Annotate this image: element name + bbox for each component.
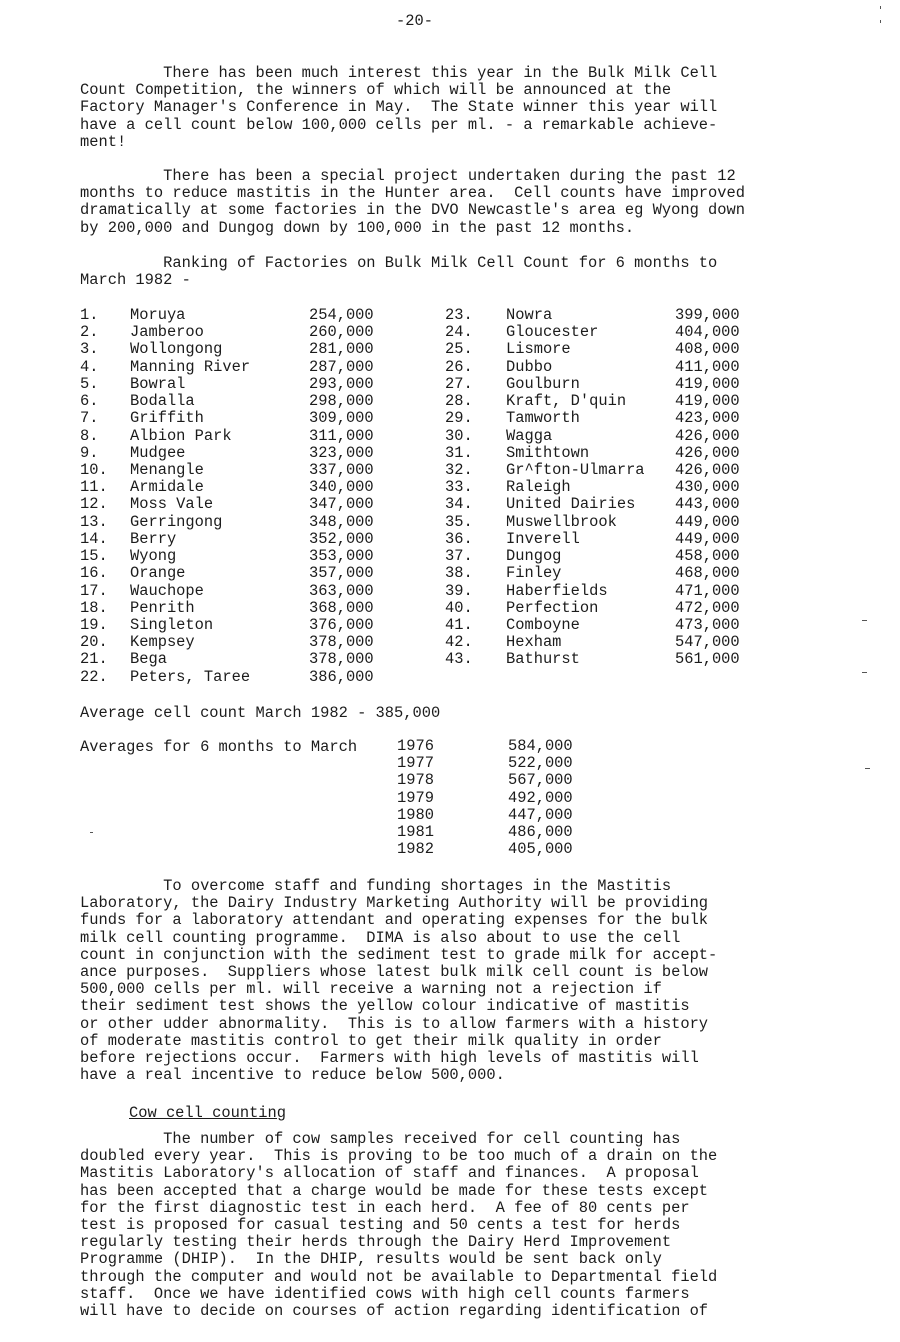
yearly-average-row bbox=[397, 841, 597, 858]
factory-name: Griffith bbox=[130, 409, 204, 428]
ranking-number: 38. bbox=[445, 564, 473, 583]
factory-name: Berry bbox=[130, 529, 177, 548]
ranking-number: 7. bbox=[80, 409, 99, 428]
ranking-number: 19. bbox=[80, 615, 108, 634]
yearly-averages-list bbox=[397, 738, 597, 858]
cell-count: 293,000 bbox=[309, 374, 374, 393]
ranking-row bbox=[445, 376, 775, 393]
yearly-average-row bbox=[397, 824, 597, 841]
factory-name: Smithtown bbox=[506, 443, 590, 462]
factory-name: Peters, Taree bbox=[130, 667, 251, 686]
cell-count: 547,000 bbox=[675, 633, 740, 652]
ranking-number: 36. bbox=[445, 529, 473, 548]
factory-name: Inverell bbox=[506, 529, 580, 548]
yearly-averages-label: Averages for 6 months to March bbox=[80, 738, 358, 756]
ranking-row bbox=[80, 600, 390, 617]
paragraph-competition: There has been much interest this year in the Bulk Milk Cell Count Competition, the winners of which will be announced at the Factory Manager's Conference in May. The State winner this year will have a cell count below 100,000 cells per ml. - a remarkable achieve- ment! bbox=[80, 64, 718, 151]
cell-count: 376,000 bbox=[309, 615, 374, 634]
factory-name: Bathurst bbox=[506, 650, 580, 669]
ranking-number: 6. bbox=[80, 392, 99, 411]
yearly-average-row bbox=[397, 807, 597, 824]
ranking-number: 43. bbox=[445, 650, 473, 669]
ranking-number: 3. bbox=[80, 340, 99, 359]
ranking-row bbox=[80, 617, 390, 634]
ranking-row bbox=[445, 462, 775, 479]
factory-name: Singleton bbox=[130, 615, 214, 634]
ranking-number: 14. bbox=[80, 529, 108, 548]
ranking-number: 13. bbox=[80, 512, 108, 531]
cell-count: 260,000 bbox=[309, 323, 374, 342]
ranking-row bbox=[445, 531, 775, 548]
ranking-number: 30. bbox=[445, 426, 473, 445]
factory-name: Jamberoo bbox=[130, 323, 204, 342]
ranking-row bbox=[80, 324, 390, 341]
cell-count: 411,000 bbox=[675, 357, 740, 376]
factory-name: Kraft, D'quin bbox=[506, 392, 627, 411]
year: 1979 bbox=[397, 788, 434, 807]
ranking-row bbox=[445, 514, 775, 531]
cell-count: 323,000 bbox=[309, 443, 374, 462]
ranking-number: 27. bbox=[445, 374, 473, 393]
cell-count: 473,000 bbox=[675, 615, 740, 634]
factory-name: Raleigh bbox=[506, 478, 571, 497]
page-number: -20- bbox=[396, 12, 433, 30]
factory-name: Gerringong bbox=[130, 512, 223, 531]
ranking-number: 32. bbox=[445, 460, 473, 479]
cell-count: 348,000 bbox=[309, 512, 374, 531]
cell-count: 347,000 bbox=[309, 495, 374, 514]
section-heading: Cow cell counting bbox=[129, 1104, 287, 1122]
cell-count: 471,000 bbox=[675, 581, 740, 600]
scan-speck bbox=[90, 832, 93, 833]
factory-name: Moss Vale bbox=[130, 495, 214, 514]
cell-count: 404,000 bbox=[675, 323, 740, 342]
factory-name: Manning River bbox=[130, 357, 251, 376]
ranking-number: 41. bbox=[445, 615, 473, 634]
ranking-row bbox=[445, 341, 775, 358]
average-count: 447,000 bbox=[508, 805, 573, 824]
ranking-row bbox=[80, 583, 390, 600]
year: 1977 bbox=[397, 754, 434, 773]
average-count: 405,000 bbox=[508, 840, 573, 859]
year: 1981 bbox=[397, 822, 434, 841]
cell-count: 423,000 bbox=[675, 409, 740, 428]
average-count: 584,000 bbox=[508, 737, 573, 755]
factory-name: Mudgee bbox=[130, 443, 186, 462]
ranking-number: 24. bbox=[445, 323, 473, 342]
average-count: 567,000 bbox=[508, 771, 573, 790]
ranking-row bbox=[80, 634, 390, 651]
cell-count: 357,000 bbox=[309, 564, 374, 583]
average-count: 492,000 bbox=[508, 788, 573, 807]
ranking-number: 2. bbox=[80, 323, 99, 342]
cell-count: 561,000 bbox=[675, 650, 740, 669]
cell-count: 337,000 bbox=[309, 460, 374, 479]
paragraph-staff-funding: To overcome staff and funding shortages in the Mastitis Laboratory, the Dairy Industry Marketing Authority will be providing funds for a laboratory attendant and operating expenses for the bulk milk cell counting programme. DIMA is also about to use the cell count in conjunction with the sediment test to grade milk for accept- ance purposes. Suppliers whose latest bulk milk cell count is below 500,000 cells per ml. will receive a warning not a rejection if their sediment test shows the yellow colour indicative of mastitis or other udder abnormality. This is to allow farmers with a history of moderate mastitis control to get their milk quality in order before rejections occur. Farmers with high levels of mastitis will have a real incentive to reduce below 500,000. bbox=[80, 877, 718, 1085]
ranking-row bbox=[80, 428, 390, 445]
ranking-row bbox=[80, 307, 390, 324]
ranking-number: 39. bbox=[445, 581, 473, 600]
ranking-row bbox=[80, 479, 390, 496]
cell-count: 281,000 bbox=[309, 340, 374, 359]
ranking-list-left bbox=[80, 307, 390, 686]
ranking-number: 33. bbox=[445, 478, 473, 497]
cell-count: 430,000 bbox=[675, 478, 740, 497]
factory-name: Bowral bbox=[130, 374, 186, 393]
ranking-number: 29. bbox=[445, 409, 473, 428]
ranking-number: 17. bbox=[80, 581, 108, 600]
cell-count: 449,000 bbox=[675, 512, 740, 531]
ranking-row bbox=[445, 496, 775, 513]
cell-count: 449,000 bbox=[675, 529, 740, 548]
year: 1980 bbox=[397, 805, 434, 824]
ranking-row bbox=[445, 479, 775, 496]
ranking-row bbox=[80, 651, 390, 668]
ranking-number: 22. bbox=[80, 667, 108, 686]
yearly-average-row bbox=[397, 738, 597, 755]
ranking-number: 8. bbox=[80, 426, 99, 445]
ranking-row bbox=[445, 548, 775, 565]
cell-count: 309,000 bbox=[309, 409, 374, 428]
scan-speck bbox=[880, 6, 881, 9]
ranking-number: 9. bbox=[80, 443, 99, 462]
cell-count: 353,000 bbox=[309, 547, 374, 566]
ranking-number: 16. bbox=[80, 564, 108, 583]
year: 1978 bbox=[397, 771, 434, 790]
cell-count: 426,000 bbox=[675, 426, 740, 445]
ranking-row bbox=[80, 445, 390, 462]
year: 1976 bbox=[397, 737, 434, 755]
factory-name: Lismore bbox=[506, 340, 571, 359]
scan-speck bbox=[862, 672, 867, 673]
paragraph-cow-cell-counting: The number of cow samples received for cell counting has doubled every year. This is proving to be too much of a drain on the Mastitis Laboratory's allocation of staff and finances. A proposal has been accepted that a charge would be made for these tests except for the first diagnostic test in each herd. A fee of 80 cents per test is proposed for casual testing and 50 cents a test for herds regularly testing their herds through the Dairy Herd Improvement Programme (DHIP). In the DHIP, results would be sent back only through the computer and would not be available to Departmental field staff. Once we have identified cows with high cell counts farmers will have to decide on courses of action regarding identification of bbox=[80, 1130, 718, 1321]
ranking-row bbox=[445, 445, 775, 462]
average-count: 522,000 bbox=[508, 754, 573, 773]
ranking-number: 23. bbox=[445, 306, 473, 324]
factory-name: Goulburn bbox=[506, 374, 580, 393]
ranking-row bbox=[445, 634, 775, 651]
ranking-row bbox=[80, 548, 390, 565]
yearly-average-row bbox=[397, 790, 597, 807]
factory-name: Armidale bbox=[130, 478, 204, 497]
factory-name: Haberfields bbox=[506, 581, 608, 600]
ranking-row bbox=[445, 359, 775, 376]
factory-name: Moruya bbox=[130, 306, 186, 324]
factory-name: Bega bbox=[130, 650, 167, 669]
cell-count: 378,000 bbox=[309, 633, 374, 652]
ranking-row bbox=[445, 651, 775, 668]
cell-count: 419,000 bbox=[675, 392, 740, 411]
ranking-row bbox=[445, 617, 775, 634]
ranking-row bbox=[445, 583, 775, 600]
year: 1982 bbox=[397, 840, 434, 859]
ranking-number: 1. bbox=[80, 306, 99, 324]
ranking-number: 35. bbox=[445, 512, 473, 531]
factory-name: Comboyne bbox=[506, 615, 580, 634]
factory-name: Perfection bbox=[506, 598, 599, 617]
cell-count: 254,000 bbox=[309, 306, 374, 324]
factory-name: Menangle bbox=[130, 460, 204, 479]
cell-count: 287,000 bbox=[309, 357, 374, 376]
factory-name: Bodalla bbox=[130, 392, 195, 411]
scan-speck bbox=[880, 20, 881, 23]
cell-count: 468,000 bbox=[675, 564, 740, 583]
ranking-number: 10. bbox=[80, 460, 108, 479]
cell-count: 399,000 bbox=[675, 306, 740, 324]
ranking-row bbox=[80, 341, 390, 358]
scan-speck bbox=[862, 620, 867, 621]
ranking-number: 42. bbox=[445, 633, 473, 652]
cell-count: 443,000 bbox=[675, 495, 740, 514]
ranking-number: 34. bbox=[445, 495, 473, 514]
ranking-number: 5. bbox=[80, 374, 99, 393]
factory-name: Penrith bbox=[130, 598, 195, 617]
ranking-row bbox=[80, 376, 390, 393]
paragraph-ranking-intro: Ranking of Factories on Bulk Milk Cell Count for 6 months to March 1982 - bbox=[80, 254, 718, 290]
ranking-number: 4. bbox=[80, 357, 99, 376]
cell-count: 368,000 bbox=[309, 598, 374, 617]
ranking-number: 37. bbox=[445, 547, 473, 566]
ranking-row bbox=[80, 359, 390, 376]
factory-name: Muswellbrook bbox=[506, 512, 617, 531]
cell-count: 419,000 bbox=[675, 374, 740, 393]
cell-count: 363,000 bbox=[309, 581, 374, 600]
ranking-number: 31. bbox=[445, 443, 473, 462]
ranking-number: 11. bbox=[80, 478, 108, 497]
paragraph-hunter-project: There has been a special project undertaken during the past 12 months to reduce mastitis in the Hunter area. Cell counts have improved dramatically at some factories in the DVO Newcastle's area eg Wyong down by 200,000 and Dungog down by 100,000 in the past 12 months. bbox=[80, 167, 745, 237]
scan-speck bbox=[865, 768, 870, 769]
cell-count: 458,000 bbox=[675, 547, 740, 566]
yearly-average-row bbox=[397, 772, 597, 789]
ranking-row bbox=[80, 514, 390, 531]
yearly-average-row bbox=[397, 755, 597, 772]
ranking-row bbox=[445, 428, 775, 445]
cell-count: 426,000 bbox=[675, 443, 740, 462]
ranking-number: 12. bbox=[80, 495, 108, 514]
factory-name: Dubbo bbox=[506, 357, 553, 376]
average-cell-count: Average cell count March 1982 - 385,000 bbox=[80, 704, 441, 722]
ranking-number: 21. bbox=[80, 650, 108, 669]
ranking-number: 15. bbox=[80, 547, 108, 566]
cell-count: 298,000 bbox=[309, 392, 374, 411]
ranking-row bbox=[445, 600, 775, 617]
ranking-number: 25. bbox=[445, 340, 473, 359]
ranking-row bbox=[80, 669, 390, 686]
cell-count: 352,000 bbox=[309, 529, 374, 548]
ranking-row bbox=[80, 531, 390, 548]
factory-name: Albion Park bbox=[130, 426, 232, 445]
ranking-row bbox=[80, 462, 390, 479]
cell-count: 311,000 bbox=[309, 426, 374, 445]
ranking-row bbox=[445, 307, 775, 324]
ranking-number: 28. bbox=[445, 392, 473, 411]
factory-name: Wyong bbox=[130, 547, 177, 566]
ranking-number: 18. bbox=[80, 598, 108, 617]
factory-name: Gr^fton-Ulmarra bbox=[506, 460, 645, 479]
factory-name: Tamworth bbox=[506, 409, 580, 428]
cell-count: 340,000 bbox=[309, 478, 374, 497]
ranking-list-right bbox=[445, 307, 775, 669]
factory-name: Wagga bbox=[506, 426, 553, 445]
average-count: 486,000 bbox=[508, 822, 573, 841]
cell-count: 386,000 bbox=[309, 667, 374, 686]
factory-name: Orange bbox=[130, 564, 186, 583]
ranking-row bbox=[445, 324, 775, 341]
cell-count: 426,000 bbox=[675, 460, 740, 479]
cell-count: 408,000 bbox=[675, 340, 740, 359]
ranking-row bbox=[80, 410, 390, 427]
ranking-row bbox=[445, 410, 775, 427]
ranking-row bbox=[80, 393, 390, 410]
factory-name: Dungog bbox=[506, 547, 562, 566]
ranking-row bbox=[445, 393, 775, 410]
factory-name: Wauchope bbox=[130, 581, 204, 600]
cell-count: 378,000 bbox=[309, 650, 374, 669]
factory-name: United Dairies bbox=[506, 495, 636, 514]
factory-name: Gloucester bbox=[506, 323, 599, 342]
ranking-row bbox=[80, 565, 390, 582]
factory-name: Kempsey bbox=[130, 633, 195, 652]
cell-count: 472,000 bbox=[675, 598, 740, 617]
ranking-row bbox=[80, 496, 390, 513]
ranking-number: 26. bbox=[445, 357, 473, 376]
ranking-number: 20. bbox=[80, 633, 108, 652]
factory-name: Nowra bbox=[506, 306, 553, 324]
ranking-number: 40. bbox=[445, 598, 473, 617]
factory-name: Wollongong bbox=[130, 340, 223, 359]
ranking-row bbox=[445, 565, 775, 582]
factory-name: Finley bbox=[506, 564, 562, 583]
factory-name: Hexham bbox=[506, 633, 562, 652]
